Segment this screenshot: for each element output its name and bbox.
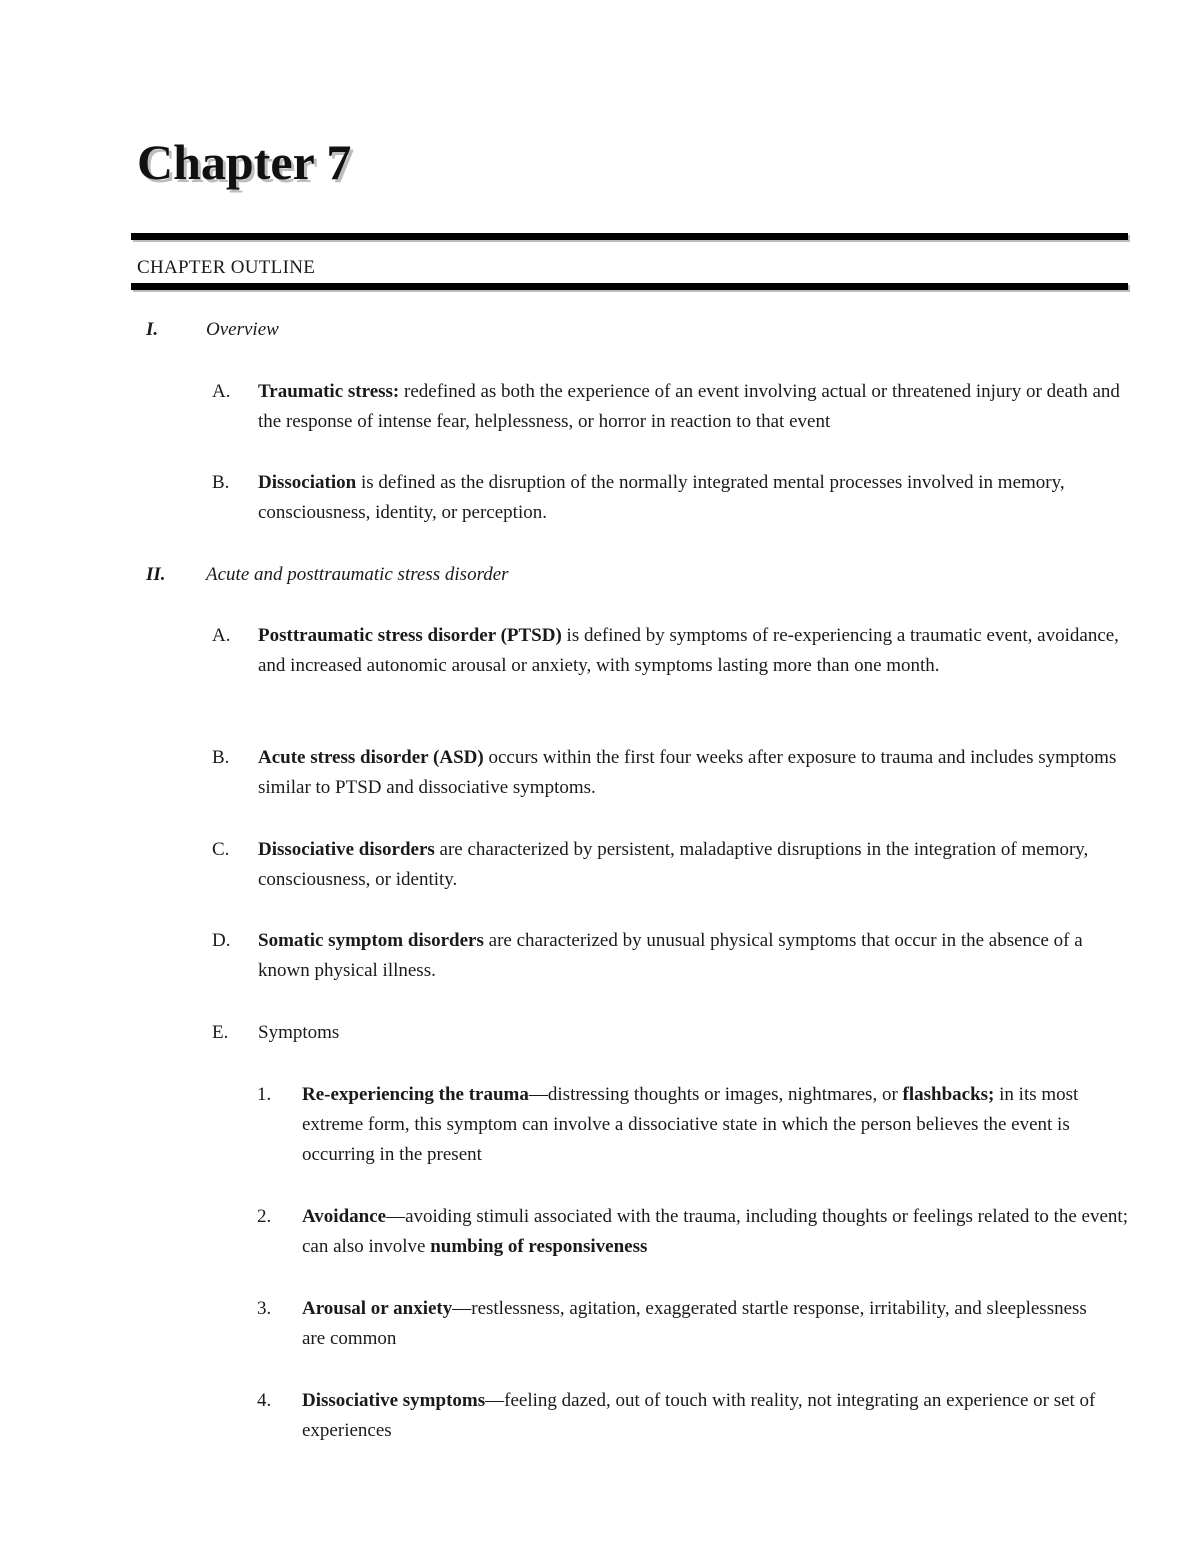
item-term: Dissociation bbox=[258, 472, 357, 493]
outline-item bbox=[258, 621, 1138, 681]
symptom-text: —restlessness, agitation, exaggerated startle response, irritability, and sleeplessness are common bbox=[302, 1298, 1087, 1349]
item-term: Dissociative disorders bbox=[258, 839, 435, 860]
item-marker: C. bbox=[212, 839, 230, 860]
item-term: Acute stress disorder (ASD) bbox=[258, 747, 484, 768]
item-marker: A. bbox=[212, 381, 231, 402]
item-marker: B. bbox=[212, 747, 230, 768]
item-text: are characterized by unusual physical symptoms that occur in the absence of a known physical illness. bbox=[258, 930, 1083, 981]
section-numeral: II. bbox=[146, 564, 166, 585]
outline-item bbox=[258, 468, 1118, 528]
outline-item bbox=[258, 377, 1138, 437]
symptom-text: —feeling dazed, out of touch with reality, not integrating an experience or set of experiences bbox=[302, 1390, 1096, 1441]
symptom-item bbox=[302, 1080, 1122, 1170]
symptom-item bbox=[302, 1294, 1102, 1354]
outline-item bbox=[258, 1018, 1118, 1048]
symptom-item bbox=[302, 1202, 1140, 1262]
symptom-marker: 3. bbox=[257, 1298, 272, 1319]
item-marker: D. bbox=[212, 930, 231, 951]
section-title: Acute and posttraumatic stress disorder bbox=[206, 564, 509, 585]
item-text: redefined as both the experience of an event involving actual or threatened injury or death and the response of intense fear, helplessness, or horror in reaction to that event bbox=[258, 381, 1120, 432]
symptom-marker: 1. bbox=[257, 1084, 272, 1105]
symptom-term: flashbacks; bbox=[902, 1084, 995, 1105]
symptom-marker: 2. bbox=[257, 1206, 272, 1227]
outline-item bbox=[258, 835, 1138, 895]
symptom-item bbox=[302, 1386, 1140, 1446]
symptom-term: Re-experiencing the trauma bbox=[302, 1084, 529, 1105]
item-text: occurs within the first four weeks after exposure to trauma and includes symptoms similar to PTSD and dissociative symptoms. bbox=[258, 747, 1117, 798]
item-text: are characterized by persistent, maladaptive disruptions in the integration of memory, consciousness, or identity. bbox=[258, 839, 1089, 890]
chapter-title: Chapter 7 bbox=[137, 134, 352, 190]
item-text: is defined by symptoms of re-experiencing a traumatic event, avoidance, and increased autonomic arousal or anxiety, with symptoms lasting more than one month. bbox=[258, 625, 1119, 676]
item-marker: B. bbox=[212, 472, 230, 493]
symptom-term: Arousal or anxiety bbox=[302, 1298, 453, 1319]
symptom-marker: 4. bbox=[257, 1390, 272, 1411]
bottom-rule bbox=[131, 283, 1128, 290]
item-term: Posttraumatic stress disorder (PTSD) bbox=[258, 625, 562, 646]
outline-item bbox=[258, 926, 1118, 986]
symptom-term: numbing of responsiveness bbox=[430, 1236, 648, 1257]
item-text: is defined as the disruption of the normally integrated mental processes involved in memory, consciousness, identity, or perception. bbox=[258, 472, 1065, 523]
outline-heading: CHAPTER OUTLINE bbox=[137, 257, 316, 278]
symptom-term: Dissociative symptoms bbox=[302, 1390, 486, 1411]
item-marker: E. bbox=[212, 1022, 229, 1043]
symptom-term: Avoidance bbox=[302, 1206, 387, 1227]
symptom-text: in its most extreme form, this symptom can involve a dissociative state in which the person believes the event is occurring in the present bbox=[302, 1084, 1079, 1165]
section-numeral: I. bbox=[146, 319, 159, 340]
item-marker: A. bbox=[212, 625, 231, 646]
item-text: Symptoms bbox=[258, 1022, 340, 1043]
item-term: Traumatic stress: bbox=[258, 381, 400, 402]
outline-item bbox=[258, 743, 1118, 803]
symptom-text: —avoiding stimuli associated with the trauma, including thoughts or feelings related to the event; can also involve bbox=[302, 1206, 1128, 1257]
item-term: Somatic symptom disorders bbox=[258, 930, 484, 951]
symptom-text: —distressing thoughts or images, nightmares, or bbox=[528, 1084, 903, 1105]
section-title: Overview bbox=[206, 319, 279, 340]
top-rule bbox=[131, 233, 1128, 240]
